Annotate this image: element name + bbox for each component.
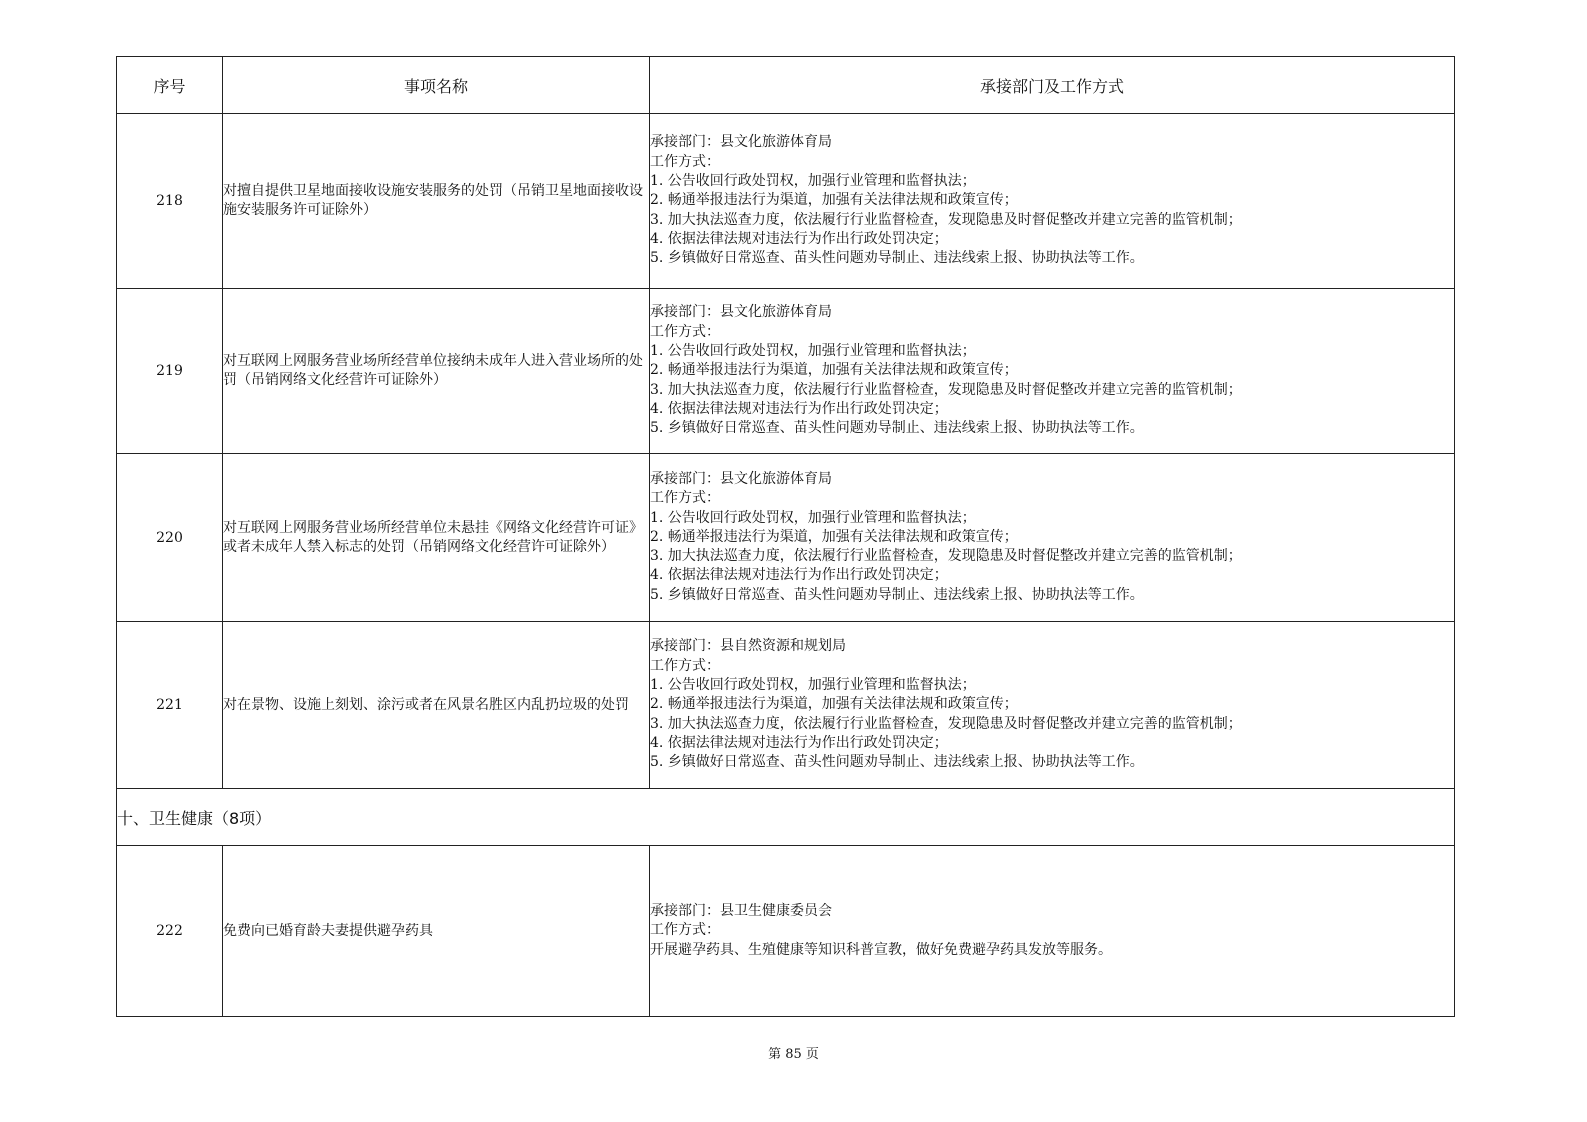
method-item: 3. 加大执法巡查力度，依法履行行业监督检查，发现隐患及时督促整改并建立完善的监管机制； <box>650 548 1242 565</box>
row-number: 222 <box>117 846 223 1017</box>
method-item: 4. 依据法律法规对违法行为作出行政处罚决定； <box>650 400 948 417</box>
method-item: 5. 乡镇做好日常巡查、苗头性问题劝导制止、违法线索上报、协助执法等工作。 <box>650 586 1144 603</box>
method-item: 4. 依据法律法规对违法行为作出行政处罚决定； <box>650 567 948 584</box>
matter-name: 对互联网上网服务营业场所经营单位接纳未成年人进入营业场所的处罚（吊销网络文化经营许可证除外） <box>223 289 650 454</box>
row-number: 221 <box>117 622 223 789</box>
method-label: 工作方式： <box>650 490 720 507</box>
method-label: 工作方式： <box>650 323 720 340</box>
department-method <box>650 289 1455 454</box>
row-number: 220 <box>117 454 223 622</box>
method-item: 1. 公告收回行政处罚权，加强行业管理和监督执法； <box>650 509 976 526</box>
header-matter-name: 事项名称 <box>223 57 650 114</box>
method-item: 4. 依据法律法规对违法行为作出行政处罚决定； <box>650 230 948 247</box>
table-row <box>117 622 1455 789</box>
table-row <box>117 114 1455 289</box>
department-line: 承接部门：县自然资源和规划局 <box>650 638 846 655</box>
section-title: 十、卫生健康（8项） <box>117 789 1455 846</box>
matters-table <box>116 56 1455 1017</box>
department-method <box>650 454 1455 622</box>
method-item: 1. 公告收回行政处罚权，加强行业管理和监督执法； <box>650 343 976 360</box>
table-row <box>117 454 1455 622</box>
department-line: 承接部门：县文化旅游体育局 <box>650 304 832 321</box>
matter-name: 免费向已婚育龄夫妻提供避孕药具 <box>223 846 650 1017</box>
matter-name: 对互联网上网服务营业场所经营单位未悬挂《网络文化经营许可证》或者未成年人禁入标志的处罚（吊销网络文化经营许可证除外） <box>223 454 650 622</box>
method-item: 2. 畅通举报违法行为渠道，加强有关法律法规和政策宣传； <box>650 362 1018 379</box>
matter-name: 对擅自提供卫星地面接收设施安装服务的处罚（吊销卫星地面接收设施安装服务许可证除外） <box>223 114 650 289</box>
department-line: 承接部门：县文化旅游体育局 <box>650 470 832 487</box>
method-label: 工作方式： <box>650 922 720 939</box>
method-item: 1. 公告收回行政处罚权，加强行业管理和监督执法； <box>650 173 976 190</box>
table-row <box>117 289 1455 454</box>
method-item: 5. 乡镇做好日常巡查、苗头性问题劝导制止、违法线索上报、协助执法等工作。 <box>650 420 1144 437</box>
department-line: 承接部门：县卫生健康委员会 <box>650 903 832 920</box>
method-label: 工作方式： <box>650 153 720 170</box>
header-row <box>117 57 1455 114</box>
table-row <box>117 846 1455 1017</box>
row-number: 219 <box>117 289 223 454</box>
page-number: 第 85 页 <box>768 1047 819 1062</box>
matter-name: 对在景物、设施上刻划、涂污或者在风景名胜区内乱扔垃圾的处罚 <box>223 622 650 789</box>
method-item: 2. 畅通举报违法行为渠道，加强有关法律法规和政策宣传； <box>650 528 1018 545</box>
header-department-method: 承接部门及工作方式 <box>650 57 1455 114</box>
method-item: 3. 加大执法巡查力度，依法履行行业监督检查，发现隐患及时督促整改并建立完善的监管机制； <box>650 715 1242 732</box>
method-item: 2. 畅通举报违法行为渠道，加强有关法律法规和政策宣传； <box>650 696 1018 713</box>
method-item: 1. 公告收回行政处罚权，加强行业管理和监督执法； <box>650 677 976 694</box>
department-method <box>650 114 1455 289</box>
method-item: 4. 依据法律法规对违法行为作出行政处罚决定； <box>650 734 948 751</box>
department-line: 承接部门：县文化旅游体育局 <box>650 134 832 151</box>
department-method <box>650 846 1455 1017</box>
header-number: 序号 <box>117 57 223 114</box>
method-item: 5. 乡镇做好日常巡查、苗头性问题劝导制止、违法线索上报、协助执法等工作。 <box>650 250 1144 267</box>
method-item: 3. 加大执法巡查力度，依法履行行业监督检查，发现隐患及时督促整改并建立完善的监管机制； <box>650 211 1242 228</box>
method-item: 开展避孕药具、生殖健康等知识科普宣教，做好免费避孕药具发放等服务。 <box>650 941 1112 958</box>
method-item: 2. 畅通举报违法行为渠道，加强有关法律法规和政策宣传； <box>650 192 1018 209</box>
method-label: 工作方式： <box>650 657 720 674</box>
method-item: 3. 加大执法巡查力度，依法履行行业监督检查，发现隐患及时督促整改并建立完善的监管机制； <box>650 381 1242 398</box>
row-number: 218 <box>117 114 223 289</box>
method-item: 5. 乡镇做好日常巡查、苗头性问题劝导制止、违法线索上报、协助执法等工作。 <box>650 754 1144 771</box>
department-method <box>650 622 1455 789</box>
section-row <box>117 789 1455 846</box>
